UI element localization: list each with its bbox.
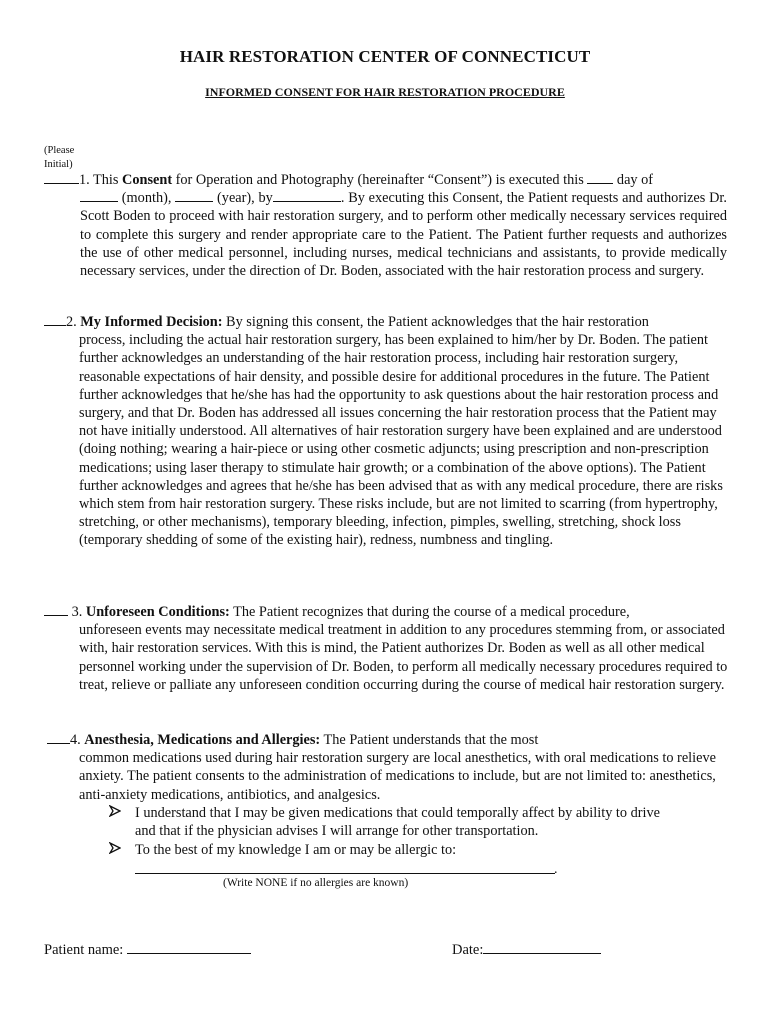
arrow-bullet-icon xyxy=(109,841,135,859)
section-2-informed-decision: 2. My Informed Decision: By signing this consent, the Patient acknowledges that the hair restoration process, including the actual hair restoration surgery, has been explained to him/her by Dr. Boden. The patient further acknowledges an understanding of the hair restoration process, including hair restoration surgery, reasonable expectations of hair density, and possible desire for additional procedures in the future. The Patient further acknowledges that he/she has had the opportunity to ask questions about the hair restoration process and surgery, and that Dr. Boden has addressed all issues concerning the hair restoration process that the Patient may not have initially understood. All alternatives of hair restoration surgery have been explained and are understood (doing nothing; wearing a hair-piece or using other cosmetic adjuncts; using prescription and non-prescription medications; using laser therapy to stimulate hair growth; or a combination of the above options). The Patient further acknowledges and agrees that he/she has been advised that as with any medical procedure, there are risks which stem from hair restoration surgery. These risks include, but are not limited to scarring (from hypertrophy, stretching, or other mechanisms), temporary bleeding, infection, pimples, swelling, stretching, shock loss (temporary shedding of some of the existing hair), redness, numbness and tingling. xyxy=(44,313,730,550)
patient-name-input[interactable] xyxy=(127,941,251,954)
date-field: Date: xyxy=(452,941,601,959)
bullet-transportation: I understand that I may be given medications that could temporally affect by ability to drive and that if the physician advises I will arrange for other transportation. xyxy=(109,804,729,840)
initial-blank-3[interactable] xyxy=(44,604,68,616)
initial-blank-4[interactable] xyxy=(47,732,70,744)
allergy-input-line[interactable] xyxy=(135,873,555,874)
allergy-line-period: . xyxy=(554,862,558,877)
arrow-bullet-icon xyxy=(109,804,135,822)
document-title: HAIR RESTORATION CENTER OF CONNECTICUT xyxy=(179,47,591,66)
day-blank[interactable] xyxy=(587,172,613,184)
initial-instruction: (Please Initial) xyxy=(44,145,75,170)
patient-name-field: Patient name: xyxy=(44,941,251,959)
initial-blank-2[interactable] xyxy=(44,314,66,326)
allergy-instruction: (Write NONE if no allergies are known) xyxy=(223,877,409,889)
section-4-anesthesia: 4. Anesthesia, Medications and Allergies: The Patient understands that the most common medications used during hair restoration surgery are local anesthetics, with oral medications to relieve anxiety. The patient consents to the administration of medications to include, but are not limited to: anesthetics, anti-anxiety medications, antibiotics, and analgesics. xyxy=(47,731,733,804)
initial-blank-1[interactable] xyxy=(44,172,79,184)
year-blank[interactable] xyxy=(175,190,213,202)
section-3-unforeseen: 3. Unforeseen Conditions: The Patient recognizes that during the course of a medical procedure, unforeseen events may necessitate medical treatment in addition to any procedures stemming from, or associated with, hair restoration services. With this is mind, the Patient authorizes Dr. Boden as well as all other medical personnel working under the supervision of Dr. Boden, to perform all medically necessary procedures required to treat, relieve or palliate any unforeseen condition occurring during the course of medical hair restoration surgery. xyxy=(44,603,730,694)
by-blank[interactable] xyxy=(273,190,341,202)
document-subtitle: INFORMED CONSENT FOR HAIR RESTORATION PROCEDURE xyxy=(205,85,565,99)
month-blank[interactable] xyxy=(80,190,118,202)
date-input[interactable] xyxy=(483,941,601,954)
section-1-consent: 1. This Consent for Operation and Photography (hereinafter “Consent”) is executed this day of (month), (year), by . By executing this Consent, the Patient requests and authorizes Dr. Scott Boden to proceed with hair restoration surgery, and to perform other medically necessary services required to complete this surgery and render appropriate care to the Patient. The Patient further requests and authorizes the use of other medical personnel, including nurses, medical technicians and assistants, to provide medically necessary services, under the direction of Dr. Boden, associated with the hair restoration process and surgery. xyxy=(44,171,727,280)
bullet-allergies: To the best of my knowledge I am or may be allergic to: xyxy=(109,841,729,859)
